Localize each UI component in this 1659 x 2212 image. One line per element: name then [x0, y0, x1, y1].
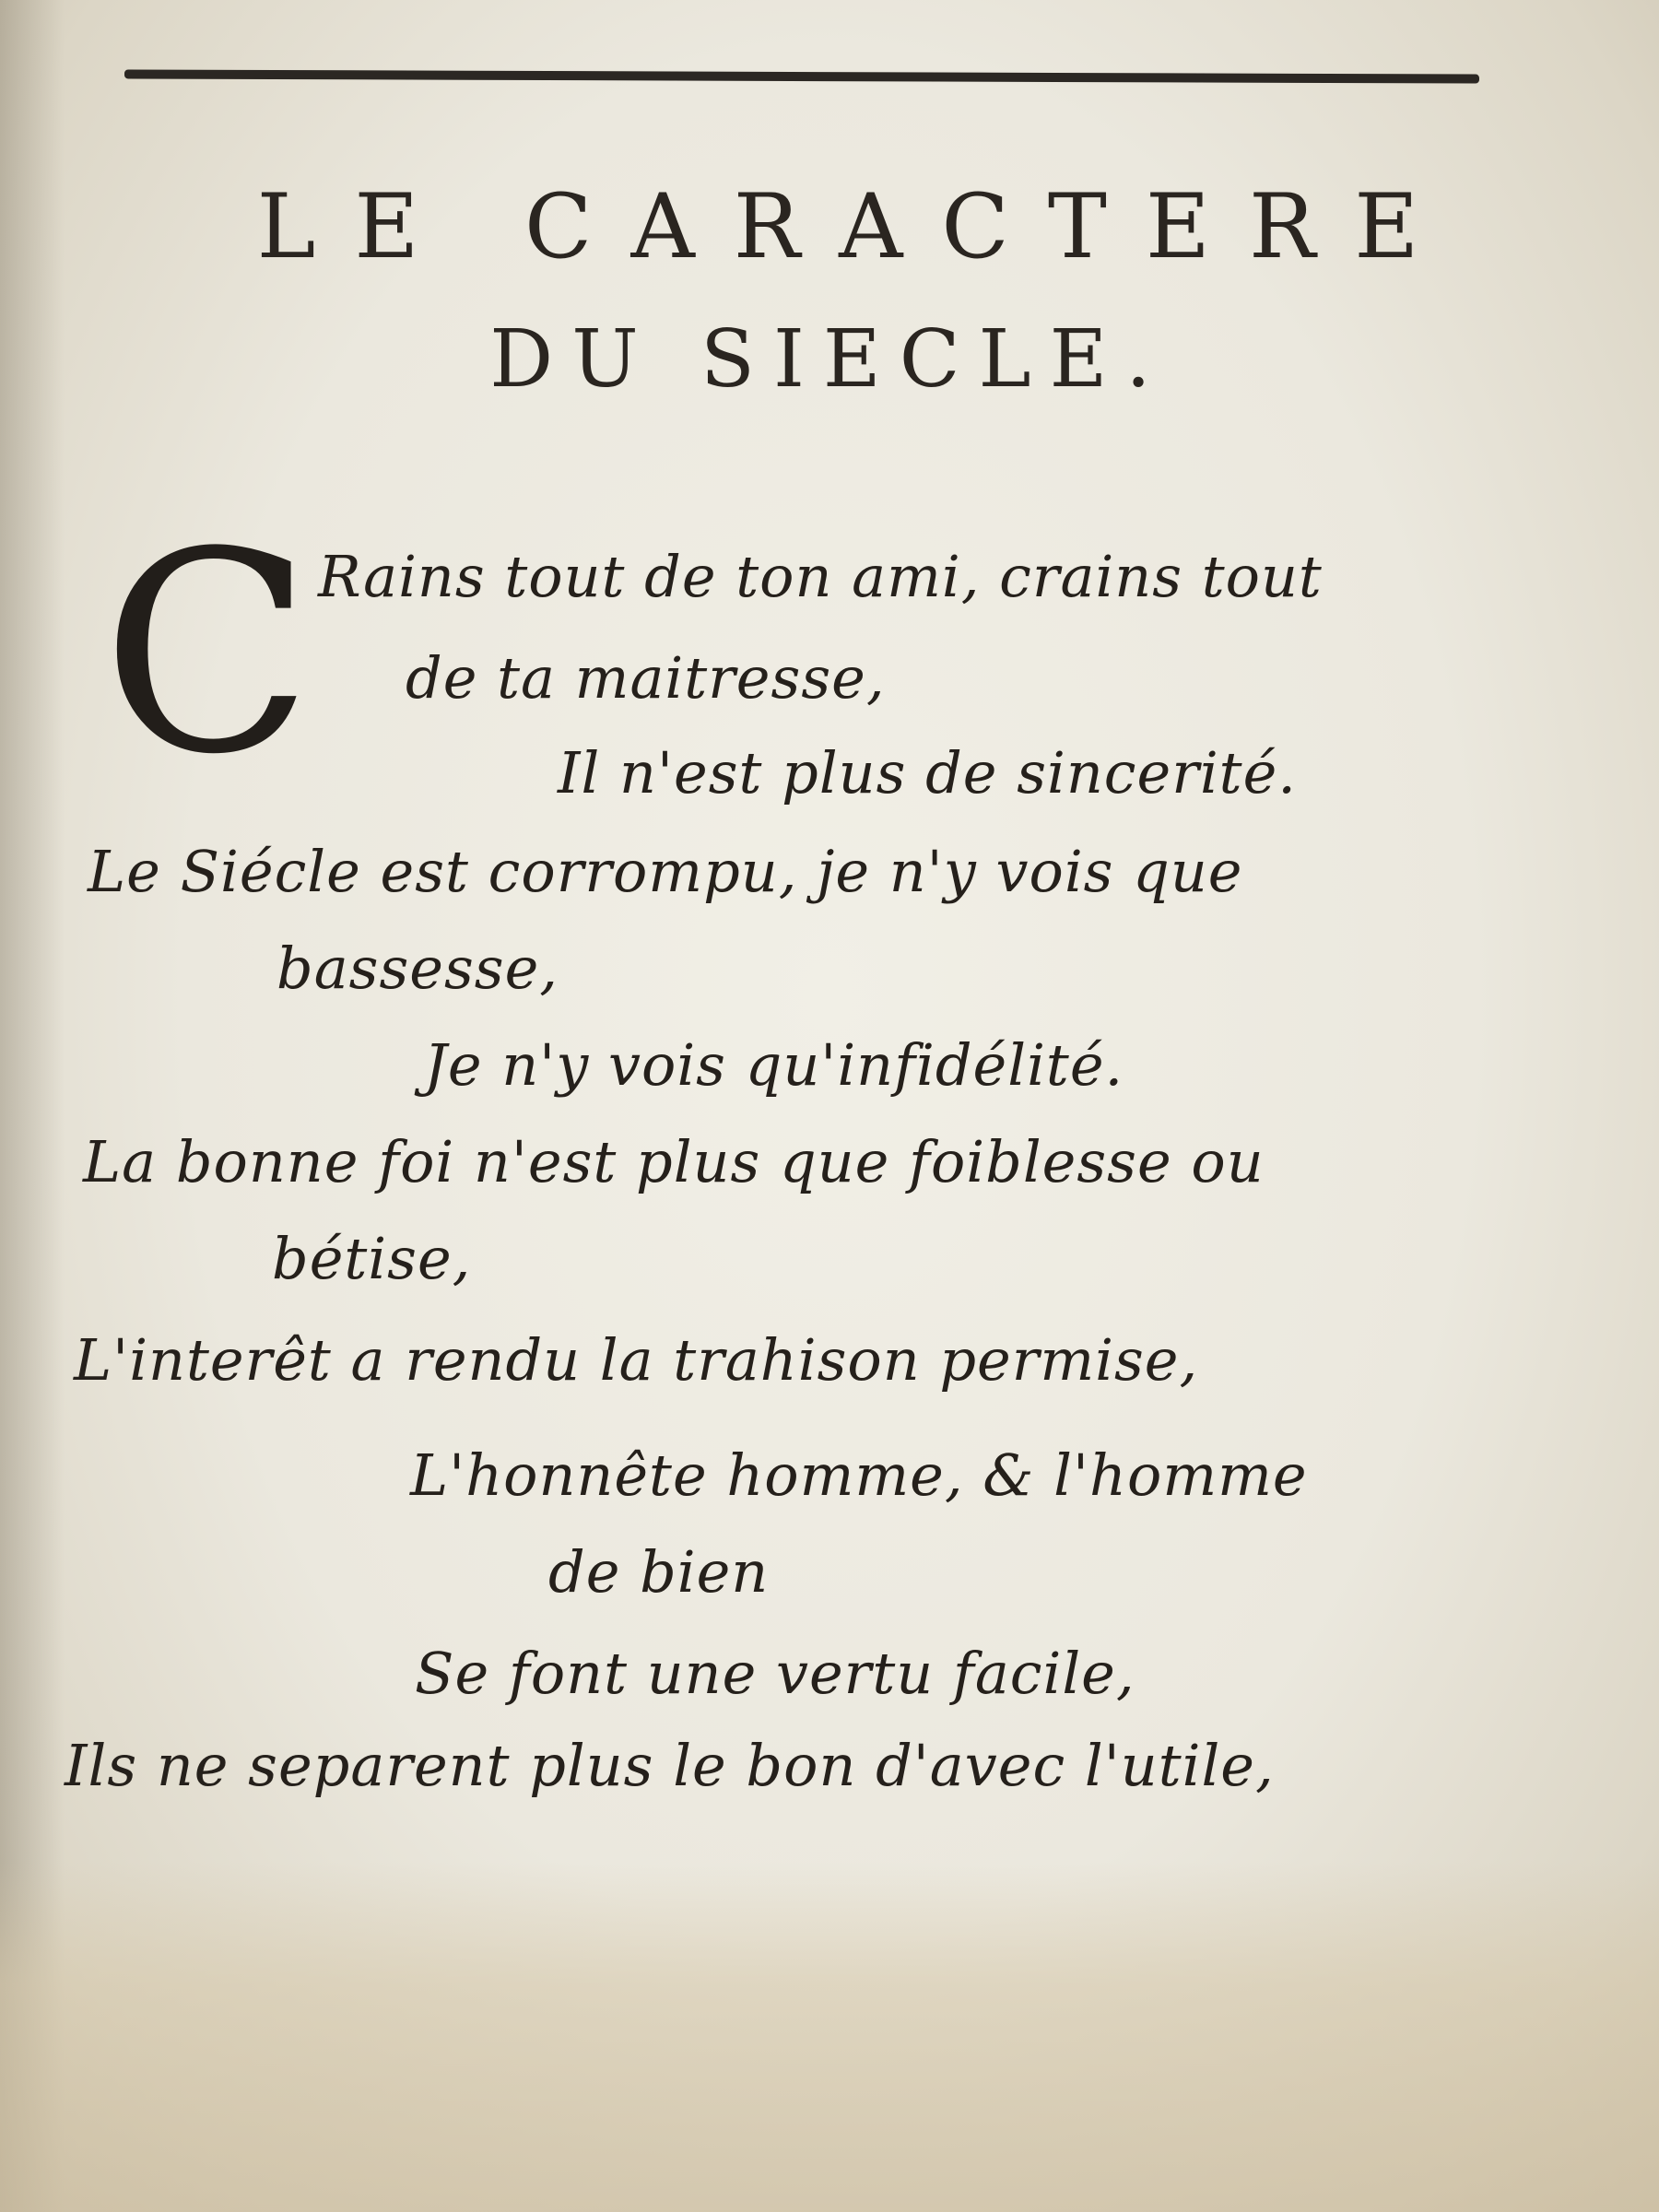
verse-line: de bien — [548, 1538, 770, 1606]
verse-line: L'honnête homme, & l'homme — [410, 1441, 1308, 1509]
header-rule — [124, 69, 1479, 83]
verse-line: bétise, — [272, 1225, 472, 1292]
verse-line: Rains tout de ton ami, crains tout — [318, 543, 1323, 610]
verse-line: Se font une vertu facile, — [415, 1640, 1135, 1707]
verse-line: Je n'y vois qu'infidélité. — [424, 1031, 1124, 1099]
drop-cap: C — [101, 493, 313, 815]
verse-line: bassesse, — [276, 935, 559, 1002]
verse-line: Il n'est plus de sincerité. — [558, 739, 1297, 806]
verse-line: Le Siécle est corrompu, je n'y vois que — [88, 838, 1243, 905]
title-line-2: DU SIECLE. — [489, 313, 1170, 406]
verse-line: L'interêt a rendu la trahison permise, — [74, 1326, 1199, 1394]
title-line-1: LE CARACTERE — [256, 175, 1458, 278]
verse-line: La bonne foi n'est plus que foiblesse ou — [83, 1128, 1265, 1195]
verse-line: de ta maitresse, — [406, 644, 886, 712]
water-stain — [0, 1862, 1659, 2212]
verse-line: Ils ne separent plus le bon d'avec l'utile, — [65, 1732, 1275, 1799]
